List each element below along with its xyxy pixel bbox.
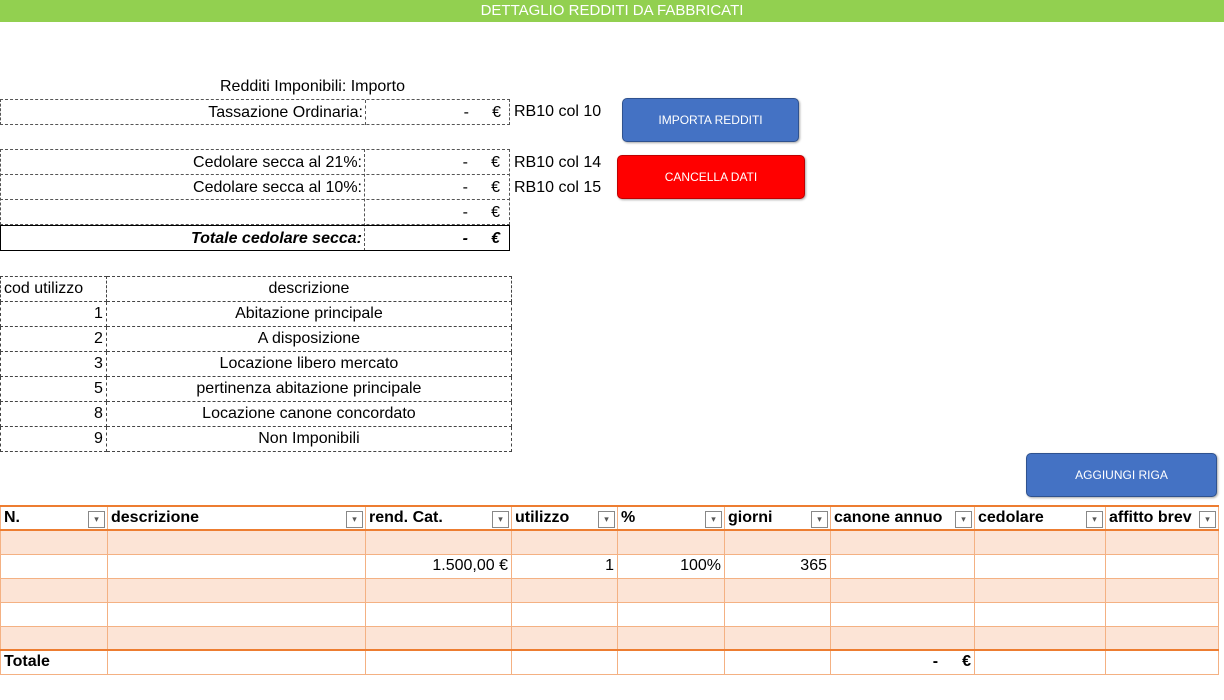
aggiungi-riga-button[interactable]: AGGIUNGI RIGA — [1026, 453, 1217, 497]
col-header-cedolare: cedolare ▾ — [975, 506, 1106, 530]
cell-percent[interactable]: 100% — [618, 554, 725, 578]
cell[interactable] — [1106, 554, 1219, 578]
cell[interactable] — [108, 578, 366, 602]
cell[interactable] — [725, 530, 831, 554]
table-total-row — [1, 650, 1219, 674]
col-header-percent: % ▾ — [618, 506, 725, 530]
col-header-descrizione: descrizione ▾ — [108, 506, 366, 530]
cell-giorni[interactable]: 365 — [725, 554, 831, 578]
col-header-giorni: giorni ▾ — [725, 506, 831, 530]
summary-value[interactable] — [365, 175, 500, 200]
ref-rb10-col10: RB10 col 10 — [514, 103, 602, 120]
cell[interactable] — [975, 602, 1106, 626]
col-header-canone: canone annuo ▾ — [831, 506, 975, 530]
cell[interactable] — [366, 578, 512, 602]
code-value: 2 — [1, 327, 107, 352]
col-header-rend-cat: rend. Cat. ▾ — [366, 506, 512, 530]
summary-total-value — [365, 226, 500, 251]
euro-symbol: € — [492, 104, 501, 121]
cell[interactable] — [1, 578, 108, 602]
table-header-row — [1, 506, 1219, 530]
cell[interactable] — [512, 578, 618, 602]
cell[interactable] — [831, 626, 975, 650]
total-label: Totale — [1, 650, 108, 674]
euro-symbol: € — [491, 179, 500, 196]
cell[interactable] — [975, 626, 1106, 650]
filter-dropdown-icon[interactable]: ▾ — [955, 511, 972, 528]
cell[interactable] — [1, 602, 108, 626]
code-description: pertinenza abitazione principale — [106, 377, 511, 402]
filter-dropdown-icon[interactable]: ▾ — [811, 511, 828, 528]
summary-row-21 — [0, 150, 510, 175]
summary-value[interactable] — [365, 200, 500, 225]
summary-total-label: Totale cedolare secca: — [190, 230, 362, 247]
summary-dash: - — [462, 230, 468, 247]
cell[interactable] — [1, 554, 108, 578]
fabbricati-table — [0, 505, 1219, 675]
code-description: Abitazione principale — [106, 302, 511, 327]
summary-dash: - — [462, 179, 468, 196]
table-row — [1, 530, 1219, 554]
cell[interactable] — [975, 554, 1106, 578]
summary-dash: - — [462, 204, 468, 221]
filter-dropdown-icon[interactable]: ▾ — [492, 511, 509, 528]
euro-symbol: € — [491, 154, 500, 171]
cell[interactable] — [366, 626, 512, 650]
cell[interactable] — [366, 602, 512, 626]
cell[interactable] — [512, 530, 618, 554]
cell[interactable] — [1106, 578, 1219, 602]
cell[interactable] — [831, 602, 975, 626]
code-value: 8 — [1, 402, 107, 427]
summary-value[interactable] — [366, 100, 501, 125]
cell[interactable] — [1106, 626, 1219, 650]
summary-label: Cedolare secca al 21%: — [193, 154, 362, 171]
cell — [618, 650, 725, 674]
cell[interactable] — [108, 530, 366, 554]
table-row — [1, 554, 1219, 578]
codes-header-row — [1, 277, 512, 302]
cell-utilizzo[interactable]: 1 — [512, 554, 618, 578]
table-row — [1, 626, 1219, 650]
code-value: 5 — [1, 377, 107, 402]
summary-label: Tassazione Ordinaria: — [208, 104, 363, 121]
summary-row-10 — [0, 175, 510, 200]
cell — [108, 650, 366, 674]
cell[interactable] — [512, 602, 618, 626]
cell[interactable] — [618, 578, 725, 602]
importa-redditi-button[interactable]: IMPORTA REDDITI — [622, 98, 799, 142]
cell[interactable] — [618, 530, 725, 554]
code-description: Locazione canone concordato — [106, 402, 511, 427]
codes-header-cod: cod utilizzo — [1, 277, 107, 302]
code-value: 1 — [1, 302, 107, 327]
cell[interactable] — [618, 626, 725, 650]
codes-row — [1, 302, 512, 327]
cell-rend-cat[interactable]: 1.500,00 € — [366, 554, 512, 578]
cell — [1106, 650, 1219, 674]
filter-dropdown-icon[interactable]: ▾ — [598, 511, 615, 528]
col-header-utilizzo: utilizzo ▾ — [512, 506, 618, 530]
cell[interactable] — [725, 578, 831, 602]
table-row — [1, 602, 1219, 626]
code-description: Locazione libero mercato — [106, 352, 511, 377]
cell[interactable] — [108, 554, 366, 578]
total-canone: - € — [831, 650, 975, 674]
table-row — [1, 578, 1219, 602]
cancella-dati-button[interactable]: CANCELLA DATI — [617, 155, 805, 199]
ref-rb10-col15: RB10 col 15 — [514, 179, 602, 196]
cell — [725, 650, 831, 674]
ref-rb10-col14: RB10 col 14 — [514, 154, 602, 171]
code-value: 3 — [1, 352, 107, 377]
summary-row-empty — [0, 200, 510, 225]
col-header-affitto-breve: affitto brev ▾ — [1106, 506, 1219, 530]
cell[interactable] — [108, 602, 366, 626]
summary-value[interactable] — [365, 150, 500, 175]
cell[interactable] — [831, 554, 975, 578]
codes-row — [1, 402, 512, 427]
cell[interactable] — [725, 626, 831, 650]
code-value: 9 — [1, 427, 107, 452]
codes-row — [1, 352, 512, 377]
summary-dash: - — [462, 154, 468, 171]
filter-dropdown-icon[interactable]: ▾ — [1199, 511, 1216, 528]
filter-dropdown-icon[interactable]: ▾ — [1086, 511, 1103, 528]
cell[interactable] — [108, 626, 366, 650]
cell[interactable] — [1106, 602, 1219, 626]
codes-table — [0, 276, 512, 452]
code-description: Non Imponibili — [106, 427, 511, 452]
codes-row — [1, 427, 512, 452]
codes-header-desc: descrizione — [106, 277, 511, 302]
col-header-n: N. ▾ — [1, 506, 108, 530]
sort-filter-icon[interactable]: ▾ — [88, 511, 105, 528]
cell — [512, 650, 618, 674]
page-title-banner: DETTAGLIO REDDITI DA FABBRICATI — [0, 0, 1224, 22]
codes-row — [1, 377, 512, 402]
cell[interactable] — [366, 530, 512, 554]
filter-dropdown-icon[interactable]: ▾ — [346, 511, 363, 528]
euro-symbol: € — [491, 230, 500, 247]
codes-row — [1, 327, 512, 352]
cell — [975, 650, 1106, 674]
cell[interactable] — [831, 530, 975, 554]
cell[interactable] — [618, 602, 725, 626]
cell[interactable] — [975, 578, 1106, 602]
cell[interactable] — [512, 626, 618, 650]
cell[interactable] — [725, 602, 831, 626]
cell[interactable] — [1106, 530, 1219, 554]
cell[interactable] — [975, 530, 1106, 554]
cell — [366, 650, 512, 674]
cell[interactable] — [831, 578, 975, 602]
summary-header: Redditi Imponibili: Importo — [220, 78, 405, 95]
summary-label: Cedolare secca al 10%: — [193, 179, 362, 196]
summary-dash: - — [463, 104, 469, 121]
summary-row-total — [0, 226, 510, 251]
cell[interactable] — [1, 626, 108, 650]
cell[interactable] — [1, 530, 108, 554]
filter-dropdown-icon[interactable]: ▾ — [705, 511, 722, 528]
summary-row-ordinaria — [0, 99, 510, 125]
euro-symbol: € — [491, 204, 500, 221]
code-description: A disposizione — [106, 327, 511, 352]
